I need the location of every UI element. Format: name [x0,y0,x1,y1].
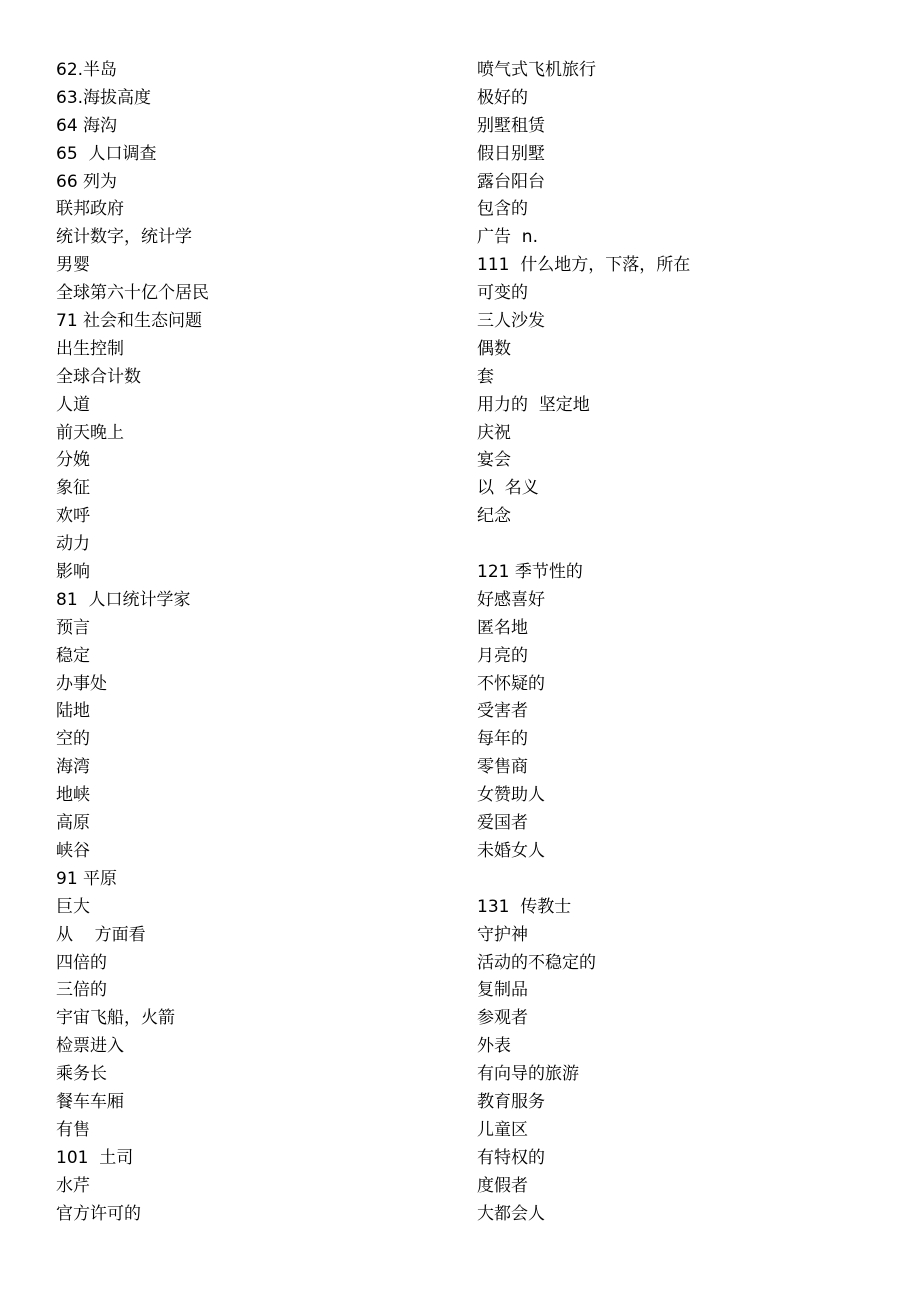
left-column-line: 餐车车厢 [56,1091,124,1112]
left-column-line: 全球合计数 [56,366,141,387]
right-column-line: 纪念 [477,506,511,527]
right-column-line: 受害者 [477,701,528,722]
left-column-line: 71 社会和生态问题 [56,311,203,332]
left-column-line: 动力 [56,534,90,555]
right-column-line: 活动的不稳定的 [477,952,596,973]
left-column-line: 四倍的 [56,952,107,973]
right-column-line: 宴会 [477,450,511,471]
left-column-line: 乘务长 [56,1064,107,1085]
right-column-line: 儿童区 [477,1119,528,1140]
right-column [477,57,877,1228]
right-column-line [477,531,877,559]
left-column-line: 63.海拔高度 [56,87,152,108]
right-column-line: 露台阳台 [477,171,545,192]
left-column-line: 官方许可的 [56,1203,141,1224]
left-column-line: 陆地 [56,701,90,722]
right-column-line: 有向导的旅游 [477,1064,579,1085]
right-column-line: 爱国者 [477,813,528,834]
right-column-line [477,866,877,894]
right-column-line: 教育服务 [477,1091,545,1112]
left-column-line: 101 土司 [56,1147,134,1168]
right-column-line: 可变的 [477,283,528,304]
left-column-line: 全球第六十亿个居民 [56,283,209,304]
left-column-line: 地峡 [56,785,90,806]
right-column-line: 不怀疑的 [477,673,545,694]
right-column-line: 匿名地 [477,617,528,638]
right-column-line: 参观者 [477,1008,528,1029]
left-column-line: 从 方面看 [56,924,146,945]
left-column-line: 62.半岛 [56,60,118,80]
left-column-line: 81 人口统计学家 [56,589,191,610]
right-column-line: 庆祝 [477,422,511,443]
right-column-line: 用力的 坚定地 [477,394,590,415]
left-column-line: 65 人口调查 [56,143,157,164]
right-column-line: 广告 n. [477,227,538,248]
left-column-line: 空的 [56,729,90,750]
left-column-line: 影响 [56,562,90,583]
left-column-line: 欢呼 [56,506,90,527]
right-column-line: 大都会人 [477,1203,545,1224]
right-column-line: 度假者 [477,1175,528,1196]
left-column-line: 检票进入 [56,1036,124,1057]
right-column-line: 111 什么地方，下落，所在 [477,255,691,276]
left-column-line: 联邦政府 [56,199,124,220]
right-column-line: 月亮的 [477,645,528,666]
left-column-line: 64 海沟 [56,115,118,136]
left-column-line: 峡谷 [56,840,90,861]
right-column-line: 每年的 [477,729,528,750]
right-column-line: 未婚女人 [477,840,545,861]
left-column-line: 水芹 [56,1175,90,1196]
right-column-line: 有特权的 [477,1147,545,1168]
left-column-line: 预言 [56,617,90,638]
right-column-line: 假日别墅 [477,143,545,164]
left-column-line: 办事处 [56,673,107,694]
right-column-line: 别墅租赁 [477,115,545,136]
right-column-line: 好感喜好 [477,589,545,610]
left-column-line: 统计数字，统计学 [56,227,192,248]
left-column-line: 宇宙飞船，火箭 [56,1008,175,1029]
right-column-line: 极好的 [477,87,528,108]
right-column-line: 三人沙发 [477,311,545,332]
left-column-line: 人道 [56,394,90,415]
right-column-line: 131 传教士 [477,896,572,917]
left-column-line: 高原 [56,813,90,834]
left-column [56,57,456,1228]
left-column-line: 出生控制 [56,338,124,359]
left-column-line: 巨大 [56,896,90,917]
right-column-line: 偶数 [477,338,511,359]
left-column-line: 前天晚上 [56,422,124,443]
left-column-line: 分娩 [56,450,90,471]
right-column-line: 复制品 [477,980,528,1001]
right-column-line: 守护神 [477,924,528,945]
right-column-line: 零售商 [477,757,528,778]
left-column-line: 有售 [56,1119,90,1140]
left-column-line: 稳定 [56,645,90,666]
right-column-line: 套 [477,366,494,387]
left-column-line: 海湾 [56,757,90,778]
right-column-line: 外表 [477,1036,511,1057]
right-column-line: 女赞助人 [477,785,545,806]
right-column-line: 121 季节性的 [477,562,583,583]
left-column-line: 男婴 [56,255,90,276]
left-column-line: 三倍的 [56,980,107,1001]
left-column-line: 象征 [56,478,90,499]
right-column-line: 喷气式飞机旅行 [477,60,596,80]
right-column-line: 以 名义 [477,478,539,499]
right-column-line: 包含的 [477,199,528,220]
left-column-line: 66 列为 [56,171,118,192]
left-column-line: 91 平原 [56,868,118,889]
